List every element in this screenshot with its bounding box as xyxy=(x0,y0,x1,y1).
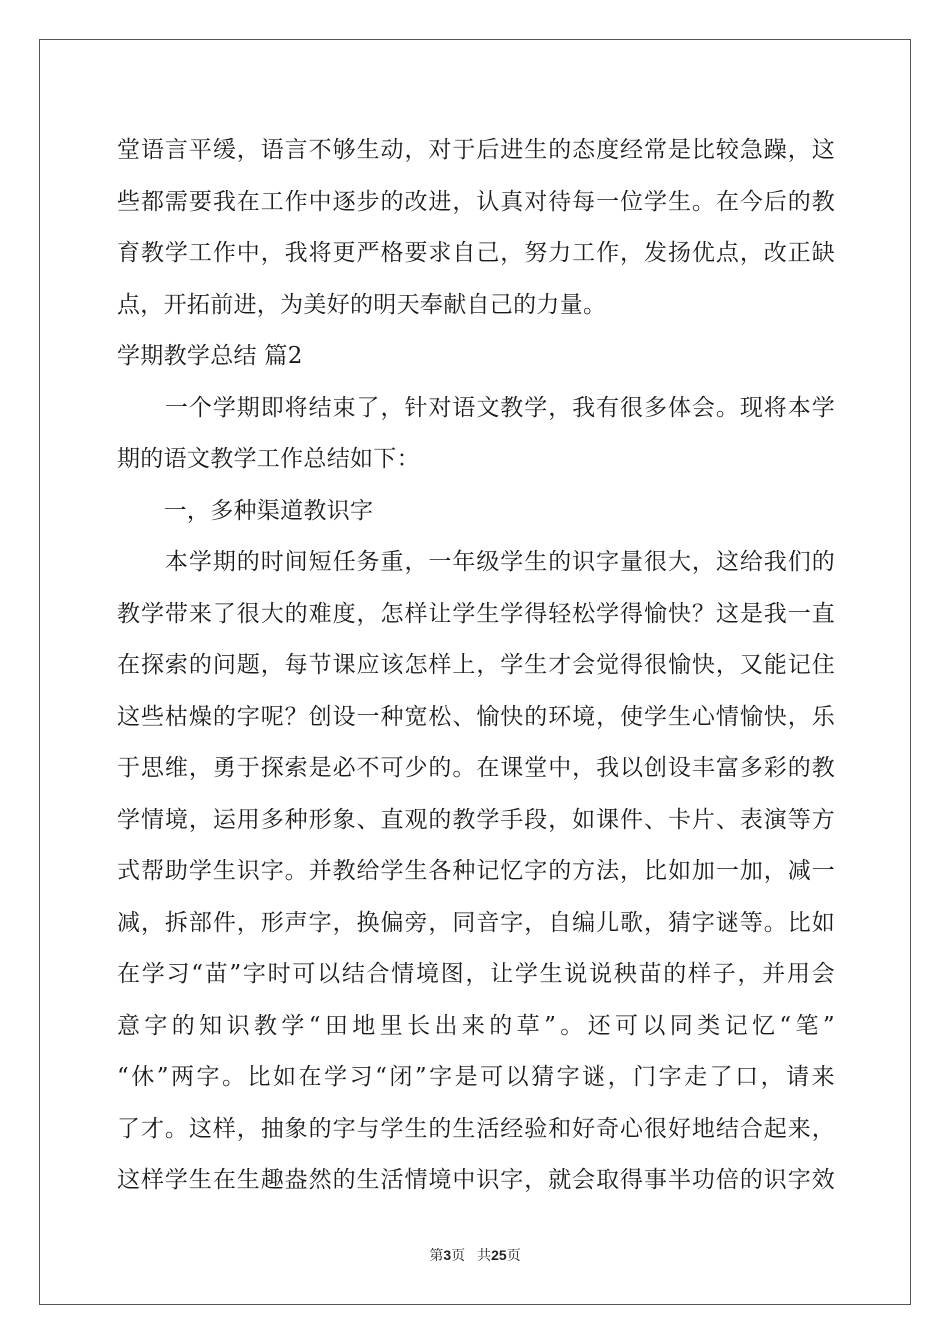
footer-prefix: 第 xyxy=(429,1248,444,1264)
text-line: 这些枯燥的字呢？创设一种宽松、愉快的环境，使学生心情愉快，乐 xyxy=(117,703,835,730)
text-line: 点，开拓前进，为美好的明天奉献自己的力量。 xyxy=(117,291,607,318)
text-line: 式帮助学生识字。并教给学生各种记忆字的方法，比如加一加，减一 xyxy=(117,858,835,884)
text-line: 在探索的问题，每节课应该怎样上，学生才会觉得很愉快，又能记住 xyxy=(117,652,835,678)
text-line: 这样学生在生趣盎然的生活情境中识字，就会取得事半功倍的识字效 xyxy=(117,1167,835,1193)
text-line: 堂语言平缓，语言不够生动，对于后进生的态度经常是比较急躁，这 xyxy=(117,137,835,163)
text-line: 了才。这样，抽象的字与学生的生活经验和好奇心很好地结合起来， xyxy=(117,1115,835,1142)
subsection-heading: 一，多种渠道教识字 xyxy=(117,497,374,524)
footer-total-prefix: 共 xyxy=(477,1248,492,1264)
text-line: 一个学期即将结束了，针对语文教学，我有很多体会。现将本学 xyxy=(117,394,835,421)
text-line: 期的语文教学工作总结如下： xyxy=(117,446,420,472)
text-line: 育教学工作中，我将更严格要求自己，努力工作，发扬优点，改正缺 xyxy=(117,240,835,266)
text-line: 些都需要我在工作中逐步的改进，认真对待每一位学生。在今后的教 xyxy=(117,188,835,215)
footer-total-unit: 页 xyxy=(506,1248,521,1264)
text-line: 意字的知识教学“田地里长出来的草”。还可以同类记忆“笔” xyxy=(117,1012,835,1039)
text-line: 在学习“苗”字时可以结合情境图，让学生说说秧苗的样子，并用会 xyxy=(117,961,835,987)
footer-page-unit: 页 xyxy=(451,1248,466,1264)
text-line: “休”两字。比如在学习“闭”字是可以猜字谜，门字走了口，请来 xyxy=(117,1064,835,1090)
text-line: 教学带来了很大的难度，怎样让学生学得轻松学得愉快？这是我一直 xyxy=(117,600,835,627)
page-footer xyxy=(0,1245,950,1265)
total-page-count: 25 xyxy=(491,1247,507,1263)
text-line: 减，拆部件，形声字，换偏旁，同音字，自编儿歌，猜字谜等。比如 xyxy=(117,909,835,936)
document-body xyxy=(117,125,835,1207)
text-line: 于思维，勇于探索是必不可少的。在课堂中，我以创设丰富多彩的教 xyxy=(117,755,835,781)
current-page-number: 3 xyxy=(443,1247,452,1263)
text-line: 本学期的时间短任务重，一年级学生的识字量很大，这给我们的 xyxy=(117,549,835,575)
section-heading: 学期教学总结 篇2 xyxy=(117,343,303,369)
text-line: 学情境，运用多种形象、直观的教学手段，如课件、卡片、表演等方 xyxy=(117,806,835,833)
